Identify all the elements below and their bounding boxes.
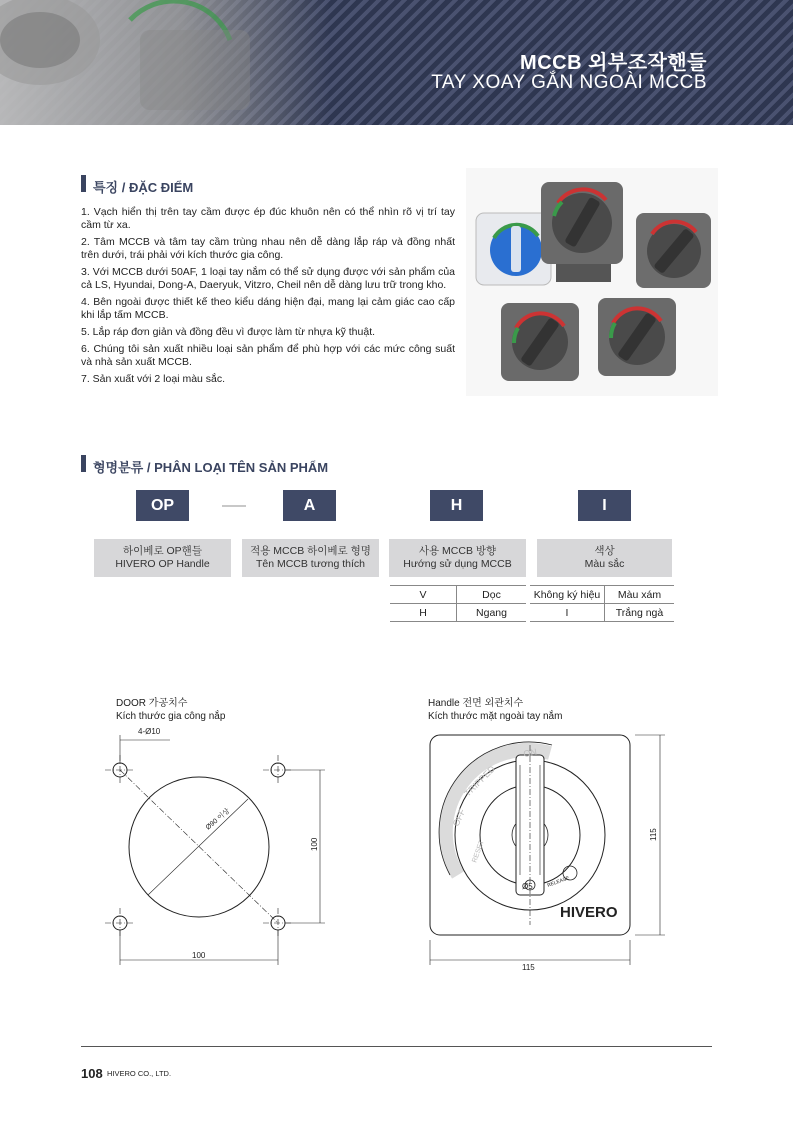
category-box bbox=[537, 539, 672, 577]
category-vi: Hướng sử dụng MCCB bbox=[403, 558, 512, 570]
header-title-vi: TAY XOAY GẮN NGOÀI MCCB bbox=[431, 72, 707, 93]
table-cell: I bbox=[530, 604, 605, 622]
cutout-circle bbox=[129, 777, 269, 917]
table-cell: H bbox=[390, 604, 457, 622]
door-label-ko: DOOR 가공치수 bbox=[116, 698, 188, 709]
features-title: 특징 / ĐẶC ĐIỂM bbox=[93, 180, 194, 195]
table-row bbox=[390, 604, 526, 622]
arc-label-reset: RESET bbox=[471, 839, 486, 864]
code-box-i: I bbox=[578, 490, 631, 521]
door-drawing-label bbox=[116, 697, 225, 723]
height-label: 115 bbox=[649, 828, 658, 841]
classification-title: 형명분류 / PHÂN LOẠI TÊN SẢN PHẨM bbox=[93, 460, 329, 475]
handle-drawing bbox=[420, 725, 670, 975]
section-marker bbox=[81, 455, 86, 472]
feature-item: 5. Lắp ráp đơn giản và đồng đều vì được làm từ nhựa kỹ thuật. bbox=[81, 326, 376, 338]
page-header bbox=[0, 0, 793, 125]
category-box bbox=[389, 539, 526, 577]
table-cell: Không ký hiệu bbox=[530, 586, 605, 604]
table-cell: Trắng ngà bbox=[605, 604, 675, 622]
arc-label-off: OFF bbox=[450, 807, 468, 828]
direction-table bbox=[390, 585, 526, 622]
code-box-op: OP bbox=[136, 490, 189, 521]
hole-label: 4-Ø10 bbox=[138, 727, 161, 736]
category-box bbox=[94, 539, 231, 577]
category-vi: Tên MCCB tương thích bbox=[255, 558, 366, 570]
brand-logo: HIVERO bbox=[560, 904, 618, 921]
feature-item: 6. Chúng tôi sản xuất nhiều loại sản phẩm để phù hợp với các mức công suất và nhà sản xuất MCCB. bbox=[81, 343, 455, 368]
page-number: 108 bbox=[81, 1066, 103, 1081]
category-ko: 하이베로 OP핸들 bbox=[123, 545, 202, 557]
width-label: 115 bbox=[522, 963, 535, 972]
table-cell: Màu xám bbox=[605, 586, 675, 604]
category-box bbox=[242, 539, 379, 577]
code-box-a: A bbox=[283, 490, 336, 521]
footer-divider bbox=[81, 1046, 712, 1047]
table-cell: Ngang bbox=[457, 604, 527, 622]
header-product-photo bbox=[0, 0, 330, 125]
company-name: HIVERO CO., LTD. bbox=[107, 1069, 172, 1078]
handle-label-ko: Handle 전면 외관치수 bbox=[428, 698, 524, 709]
feature-item: 7. Sản xuất với 2 loại màu sắc. bbox=[81, 373, 226, 385]
door-label-vi: Kích thước gia công nắp bbox=[116, 711, 226, 722]
table-cell: V bbox=[390, 586, 457, 604]
category-ko: 사용 MCCB 방향 bbox=[418, 545, 497, 557]
category-vi: HIVERO OP Handle bbox=[115, 558, 210, 570]
section-marker bbox=[81, 175, 86, 192]
door-drawing bbox=[100, 725, 340, 970]
table-row bbox=[390, 586, 526, 604]
handle-label-vi: Kích thước mặt ngoài tay nắm bbox=[428, 711, 563, 722]
color-table bbox=[530, 585, 674, 622]
category-ko: 색상 bbox=[594, 545, 615, 557]
release-label: RELEASE bbox=[546, 875, 571, 889]
code-box-h: H bbox=[430, 490, 483, 521]
circle-label: Ø90 이상 bbox=[204, 807, 232, 832]
height-label: 100 bbox=[310, 837, 319, 851]
table-cell: Dọc bbox=[457, 586, 527, 604]
features-list bbox=[81, 206, 455, 390]
category-ko: 적용 MCCB 하이베로 형명 bbox=[250, 545, 371, 557]
feature-item: 1. Vạch hiển thị trên tay cầm được ép đúc khuôn nên có thể nhìn rõ vị trí tay cầm từ xa. bbox=[81, 206, 455, 231]
arc-label-on: ON bbox=[522, 746, 538, 759]
table-row bbox=[530, 586, 674, 604]
product-photo bbox=[466, 168, 718, 396]
width-label: 100 bbox=[192, 951, 206, 960]
header-title-ko: MCCB 외부조작핸들 bbox=[520, 52, 707, 74]
arc-label-tripped: TRIPPED bbox=[462, 763, 498, 799]
category-vi: Màu sắc bbox=[584, 558, 625, 570]
feature-item: 2. Tâm MCCB và tâm tay cầm trùng nhau nên dễ dàng lắp ráp và đồng nhất trên dưới, trái phải với kích thước gia công. bbox=[81, 236, 455, 261]
feature-item: 3. Với MCCB dưới 50AF, 1 loại tay nắm có thể sử dụng được với sản phẩm của cả LS, Hyundai, Dong-A, Daeryuk, Vitzro, Cheil nên dễ dàng lưu trữ trong kho. bbox=[81, 266, 455, 291]
table-row bbox=[530, 604, 674, 622]
lock-label: Ø5 bbox=[522, 882, 533, 891]
code-dash bbox=[222, 505, 246, 507]
feature-item: 4. Bên ngoài được thiết kế theo kiểu dáng hiện đại, mang lại cảm giác cao cấp khi lắp tấm MCCB. bbox=[81, 296, 455, 321]
handle-drawing-label bbox=[428, 697, 562, 723]
